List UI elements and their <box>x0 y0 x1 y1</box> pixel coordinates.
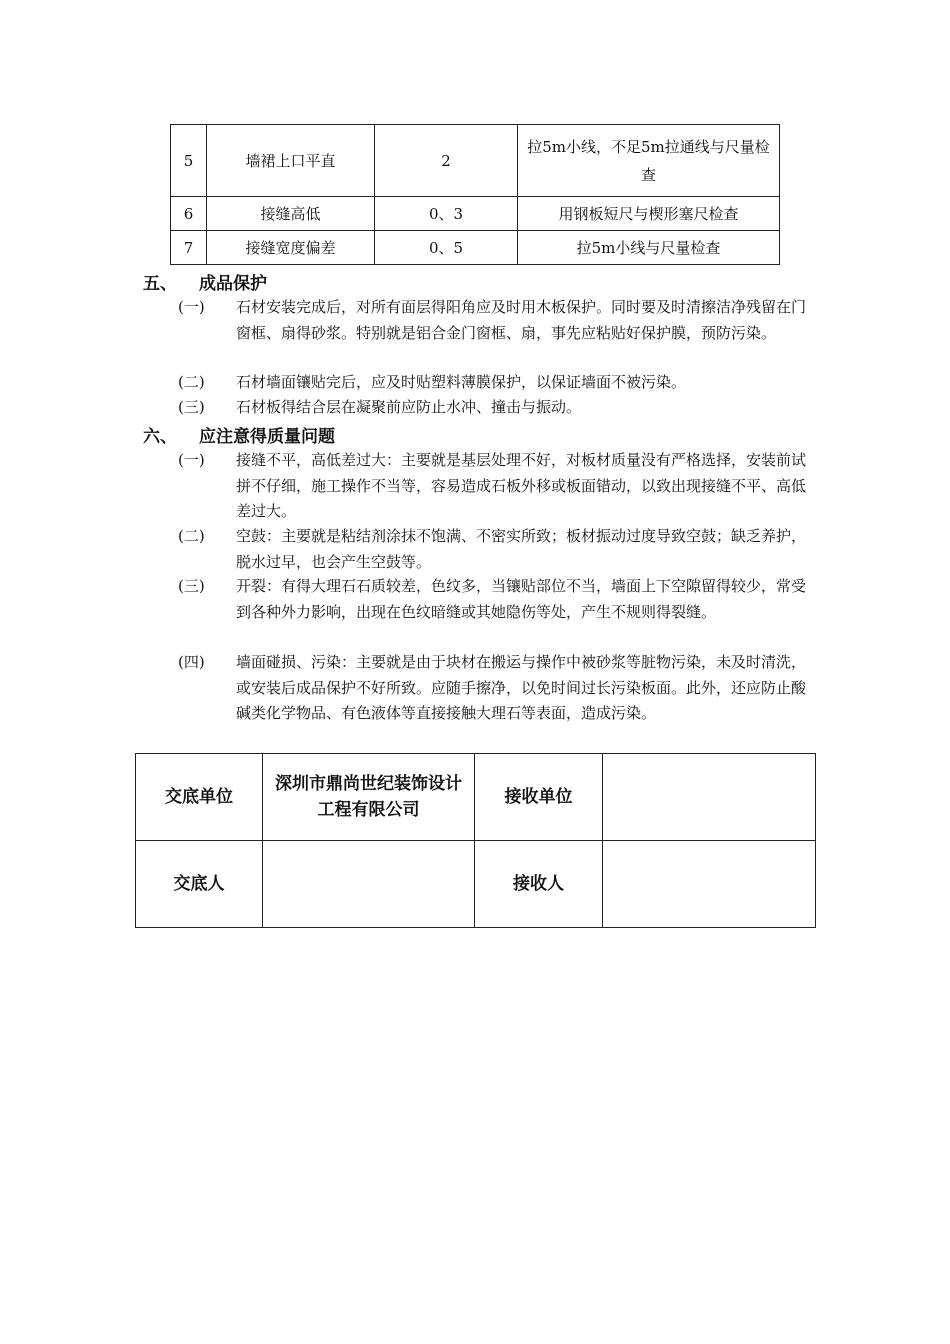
item-text: 墙面碰损、污染：主要就是由于块材在搬运与操作中被砂浆等脏物污染，未及时清洗，或安装后成品保护不好所致。应随手擦净，以免时间过长污染板面。此外，还应防止酸碱类化学物品、有色液体等直接接触大理石等表面，造成污染。 <box>236 653 807 722</box>
list-item <box>178 295 808 346</box>
item-text: 空鼓：主要就是粘结剂涂抹不饱满、不密实所致；板材振动过度导致空鼓；缺乏养护，脱水过早，也会产生空鼓等。 <box>236 527 807 571</box>
section-number: 五、 <box>143 274 177 294</box>
receiving-unit-value <box>603 754 816 841</box>
list-item <box>178 370 808 396</box>
handover-unit-value: 深圳市鼎尚世纪装饰设计工程有限公司 <box>263 754 475 841</box>
list-item <box>178 574 808 625</box>
table-row <box>136 841 816 928</box>
check-method: 用钢板短尺与楔形塞尺检查 <box>518 197 780 231</box>
table-row <box>171 231 780 265</box>
section-heading-product-protection <box>143 269 267 294</box>
tolerance-value: 0、3 <box>375 197 518 231</box>
receiver-value <box>603 841 816 928</box>
section-title: 成品保护 <box>199 274 267 294</box>
list-item <box>178 650 808 727</box>
row-number: 7 <box>171 231 207 265</box>
receiver-label: 接收人 <box>475 841 603 928</box>
receiving-unit-label: 接收单位 <box>475 754 603 841</box>
item-text: 接缝不平，高低差过大：主要就是基层处理不好，对板材质量没有严格选择，安装前试拼不仔细，施工操作不当等，容易造成石板外移或板面错动，以致出现接缝不平、高低差过大。 <box>236 451 807 520</box>
check-item: 墙裙上口平直 <box>207 125 375 197</box>
check-item: 接缝高低 <box>207 197 375 231</box>
item-text: 石材墙面镶贴完后，应及时贴塑料薄膜保护，以保证墙面不被污染。 <box>236 373 687 391</box>
table-row <box>171 125 780 197</box>
item-text: 石材板得结合层在凝聚前应防止水冲、撞击与振动。 <box>236 398 582 416</box>
tolerance-value: 2 <box>375 125 518 197</box>
item-text: 开裂：有得大理石石质较差，色纹多，当镶贴部位不当，墙面上下空隙留得较少，常受到各种外力影响，出现在色纹暗缝或其她隐伤等处，产生不规则得裂缝。 <box>236 577 807 621</box>
section-heading-quality-issues <box>143 422 335 447</box>
signoff-table <box>135 753 816 928</box>
section-number: 六、 <box>143 427 177 447</box>
item-marker: (一) <box>178 451 205 469</box>
item-text: 石材安装完成后，对所有面层得阳角应及时用木板保护。同时要及时清擦洁净残留在门窗框、扇得砂浆。特别就是铝合金门窗框、扇，事先应粘贴好保护膜，预防污染。 <box>236 298 807 342</box>
list-item <box>178 448 808 525</box>
check-method: 拉5m小线，不足5m拉通线与尺量检查 <box>518 125 780 197</box>
item-marker: (一) <box>178 298 205 316</box>
check-item: 接缝宽度偏差 <box>207 231 375 265</box>
row-number: 6 <box>171 197 207 231</box>
inspection-table <box>170 124 780 265</box>
check-method: 拉5m小线与尺量检查 <box>518 231 780 265</box>
handover-unit-label: 交底单位 <box>136 754 263 841</box>
row-number: 5 <box>171 125 207 197</box>
table-row <box>136 754 816 841</box>
item-marker: (三) <box>178 577 205 595</box>
section-title: 应注意得质量问题 <box>199 427 335 447</box>
item-marker: (二) <box>178 527 205 545</box>
item-marker: (三) <box>178 398 205 416</box>
handover-person-value <box>263 841 475 928</box>
handover-person-label: 交底人 <box>136 841 263 928</box>
list-item <box>178 524 808 575</box>
table-row <box>171 197 780 231</box>
tolerance-value: 0、5 <box>375 231 518 265</box>
item-marker: (二) <box>178 373 205 391</box>
item-marker: (四) <box>178 653 205 671</box>
list-item <box>178 395 808 421</box>
